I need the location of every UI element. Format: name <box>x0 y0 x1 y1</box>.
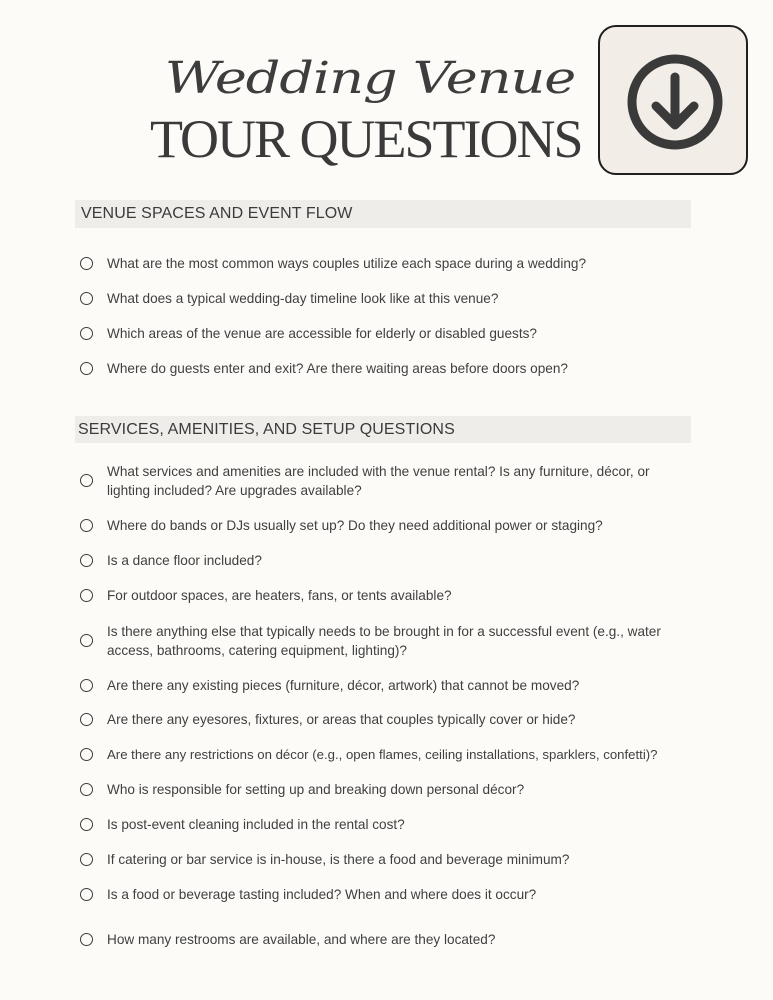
radio-circle-icon[interactable] <box>80 783 93 796</box>
radio-circle-icon[interactable] <box>80 748 93 761</box>
radio-circle-icon[interactable] <box>80 474 93 487</box>
checklist-item[interactable] <box>80 551 700 570</box>
checklist-item[interactable] <box>80 622 695 660</box>
checklist-item[interactable] <box>80 324 700 343</box>
question-text: Which areas of the venue are accessible for elderly or disabled guests? <box>107 326 537 341</box>
question-text: Are there any existing pieces (furniture, décor, artwork) that cannot be moved? <box>107 678 580 693</box>
download-icon <box>626 53 724 151</box>
checklist-item[interactable] <box>80 710 700 729</box>
section-heading-venue-spaces: VENUE SPACES AND EVENT FLOW <box>75 200 691 228</box>
download-button[interactable] <box>598 25 748 175</box>
radio-circle-icon[interactable] <box>80 327 93 340</box>
radio-circle-icon[interactable] <box>80 679 93 692</box>
checklist-item[interactable] <box>80 885 700 904</box>
question-text: For outdoor spaces, are heaters, fans, or tents available? <box>107 588 452 603</box>
checklist-item[interactable] <box>80 359 700 378</box>
section-heading-services-amenities: SERVICES, AMENITIES, AND SETUP QUESTIONS <box>75 416 691 443</box>
radio-circle-icon[interactable] <box>80 519 93 532</box>
question-text: Is a dance floor included? <box>107 553 262 568</box>
question-text: Is a food or beverage tasting included? When and where does it occur? <box>107 887 537 902</box>
radio-circle-icon[interactable] <box>80 257 93 270</box>
checklist-item[interactable] <box>80 586 700 605</box>
radio-circle-icon[interactable] <box>80 933 93 946</box>
question-text: What services and amenities are included with the venue rental? Is any furniture, décor, or lighting included? Are upgrades available? <box>107 464 650 498</box>
radio-circle-icon[interactable] <box>80 554 93 567</box>
question-text: Where do bands or DJs usually set up? Do they need additional power or staging? <box>107 518 603 533</box>
question-text: What does a typical wedding-day timeline look like at this venue? <box>107 291 499 306</box>
page-title: TOUR QUESTIONS <box>150 109 582 169</box>
radio-circle-icon[interactable] <box>80 292 93 305</box>
radio-circle-icon[interactable] <box>80 634 93 647</box>
question-text: Are there any eyesores, fixtures, or areas that couples typically cover or hide? <box>107 712 576 727</box>
question-text: Is post-event cleaning included in the rental cost? <box>107 817 405 832</box>
checklist-item[interactable] <box>80 815 700 834</box>
question-text: Where do guests enter and exit? Are there waiting areas before doors open? <box>107 361 568 376</box>
checklist-item[interactable] <box>80 254 700 273</box>
checklist-item[interactable] <box>80 462 680 500</box>
question-text: What are the most common ways couples utilize each space during a wedding? <box>107 256 587 271</box>
radio-circle-icon[interactable] <box>80 818 93 831</box>
checklist-item[interactable] <box>80 676 700 695</box>
checklist-item[interactable] <box>80 780 700 799</box>
question-text: Who is responsible for setting up and breaking down personal décor? <box>107 782 525 797</box>
checklist-item[interactable] <box>80 289 700 308</box>
radio-circle-icon[interactable] <box>80 589 93 602</box>
checklist-item[interactable] <box>80 745 720 764</box>
radio-circle-icon[interactable] <box>80 713 93 726</box>
question-text: How many restrooms are available, and where are they located? <box>107 932 496 947</box>
checklist-item[interactable] <box>80 930 700 949</box>
radio-circle-icon[interactable] <box>80 362 93 375</box>
question-text: Is there anything else that typically needs to be brought in for a successful event (e.g., water access, bathrooms, catering equipment, lighting)? <box>107 624 661 658</box>
radio-circle-icon[interactable] <box>80 853 93 866</box>
script-title: Wedding Venue <box>164 51 576 104</box>
checklist-item[interactable] <box>80 516 700 535</box>
checklist-item[interactable] <box>80 850 700 869</box>
question-text: Are there any restrictions on décor (e.g., open flames, ceiling installations, sparklers, confetti)? <box>107 747 658 762</box>
question-text: If catering or bar service is in-house, is there a food and beverage minimum? <box>107 852 570 867</box>
radio-circle-icon[interactable] <box>80 888 93 901</box>
